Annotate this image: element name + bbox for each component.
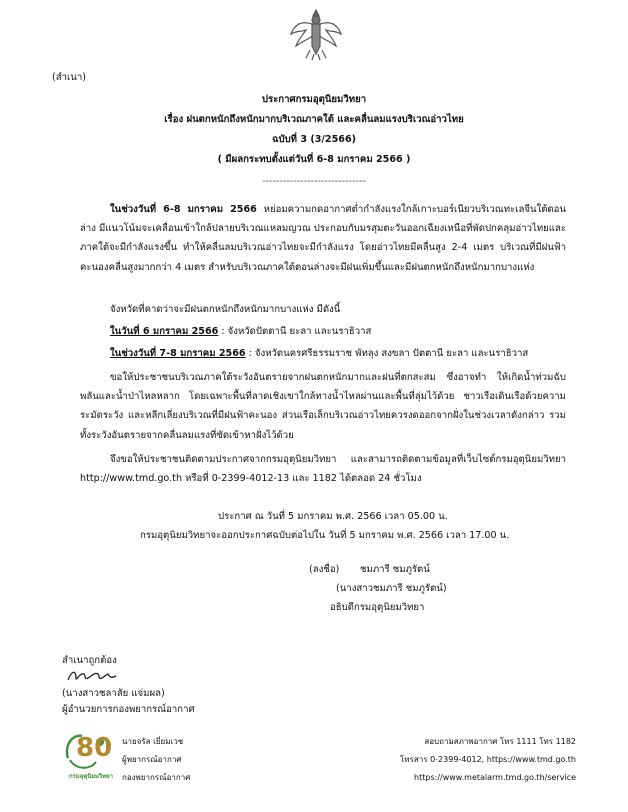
subject-line: เรื่อง ฝนตกหนักถึงหนักมากบริเวณภาคใต้ และคลื่นลมแรงบริเวณอ่าวไทย bbox=[164, 114, 464, 125]
signed-label: (ลงชื่อ) bbox=[309, 564, 340, 575]
forecast-day-2 bbox=[110, 344, 528, 363]
footer-division: กองพยากรณ์อากาศ bbox=[122, 773, 191, 782]
paragraph-situation-lead: ในช่วงวันที่ 6-8 มกราคม 2566 bbox=[110, 204, 257, 215]
forecast-day-1 bbox=[110, 322, 371, 341]
signer-full-name: (นางสาวชมภารี ชมภูรัตน์) bbox=[336, 583, 447, 594]
tmd-80-logo bbox=[62, 728, 118, 788]
garuda-emblem-icon bbox=[288, 6, 344, 62]
footer-metalarm-link: https://www.metalarm.tmd.go.th/service bbox=[414, 773, 576, 782]
certified-copy-label: สำเนาถูกต้อง bbox=[62, 655, 117, 666]
paragraph-situation-text: หย่อมความกดอากาศต่ำกำลังแรงใกล้เกาะบอร์เนียวบริเวณทะเลจีนใต้ตอนล่าง มีแนวโน้มจะเคลื่อนเข้าใกล้ปลายบริเวณแหลมญวณ ประกอบกับมรสุมตะวันออกเฉียงเหนือที่พัดปกคลุมอ่าวไทยและภาคใต้จะมีกำลังแรงขึ้น ทำให้คลื่นลมบริเวณอ่าวไทยจะมีกำลังแรง โดยอ่าวไทยมีคลื่นสูง 2-4 เมตร บริเวณที่มีฝนฟ้าคะนองคลื่นสูงมากกว่า 4 เมตร สำหรับบริเวณภาคใต้ตอนล่างจะมีฝนเพิ่มขึ้นและมีฝนตกหนักถึงหนักมากบางแห่ง bbox=[80, 204, 566, 273]
next-announcement: กรมอุตุนิยมวิทยาจะออกประกาศฉบับต่อไปใน วันที่ 5 มกราคม พ.ศ. 2566 เวลา 17.00 น. bbox=[140, 530, 510, 541]
logo-text: กรมอุตุนิยมวิทยา bbox=[68, 773, 114, 780]
footer-weather-hotline: สอบถามสภาพอากาศ โทร 1111 โทร 1182 bbox=[424, 737, 576, 746]
announcement-title: ประกาศกรมอุตุนิยมวิทยา bbox=[261, 94, 367, 105]
paragraph-warning: ขอให้ประชาชนบริเวณภาคใต้ระวังอันตรายจากฝนตกหนักมากและฝนที่ตกสะสม ซึ่งอาจทำ ให้เกิดน้ำท่วมฉับพลันและน้ำป่าไหลหลาก โดยเฉพาะพื้นที่ลาดเชิงเขาใกล้ทางน้ำไหลผ่านและพื้นที่ลุ่มไว้ด้วย ชาวเรือเดินเรือด้วยความระมัดระวัง และหลีกเลี่ยงบริเวณที่มีฝนฟ้าคะนอง ส่วนเรือเล็กบริเวณอ่าวไทยควรงดออกจากฝั่งในช่วงเวลาดังกล่าว รวมทั้งระวังอันตรายจากคลื่นลมแรงที่ซัดเข้าหาฝั่งไว้ด้วย bbox=[80, 372, 566, 441]
footer-forecaster-title: ผู้พยากรณ์อากาศ bbox=[122, 755, 182, 764]
paragraph-situation bbox=[80, 200, 566, 277]
certifier-position: ผู้อำนวยการกองพยากรณ์อากาศ bbox=[62, 704, 195, 715]
footer-forecaster-name: นายจรัล เยี่ยมเวช bbox=[122, 737, 184, 746]
copy-label: (สำเนา) bbox=[52, 72, 86, 83]
certifier-name: (นางสาวชลาลัย แจ่มผล) bbox=[62, 688, 165, 699]
signer-position: อธิบดีกรมอุตุนิยมวิทยา bbox=[330, 602, 425, 613]
forecast-day-1-provinces: : จังหวัดปัตตานี ยะลา และนราธิวาส bbox=[218, 326, 372, 337]
footer-fax-website: โทรสาร 0-2399-4012, https://www.tmd.go.th bbox=[400, 755, 576, 764]
paragraph-followup: จึงขอให้ประชาชนติดตามประกาศจากกรมอุตุนิยมวิทยา และสามารถติดตามข้อมูลที่เว็บไซต์กรมอุตุนิยมวิทยา http://www.tmd.go.th หรือที่ 0-2399-4012-13 และ 1182 ได้ตลอด 24 ชั่วโมง bbox=[80, 454, 566, 485]
separator: ------------------------------ bbox=[262, 176, 366, 187]
logo-number: 80 bbox=[76, 733, 113, 763]
forecast-day-2-provinces: : จังหวัดนครศรีธรรมราช พัทลุง สงขลา ปัตตานี ยะลา และนราธิวาส bbox=[245, 348, 529, 359]
effective-dates: ( มีผลกระทบตั้งแต่วันที่ 6-8 มกราคม 2566 ) bbox=[217, 154, 411, 165]
forecast-day-2-date: ในช่วงวันที่ 7-8 มกราคม 2566 bbox=[110, 348, 246, 359]
handwritten-signature-icon bbox=[64, 666, 120, 686]
forecast-day-1-date: ในวันที่ 6 มกราคม 2566 bbox=[110, 326, 219, 337]
signed-name: ชมภารี ชมภูรัตน์ bbox=[360, 564, 430, 575]
provinces-intro: จังหวัดที่คาดว่าจะมีฝนตกหนักถึงหนักมากบางแห่ง มีดังนี้ bbox=[110, 304, 341, 315]
announce-date: ประกาศ ณ วันที่ 5 มกราคม พ.ศ. 2566 เวลา 05.00 น. bbox=[218, 511, 448, 522]
issue-number: ฉบับที่ 3 (3/2566) bbox=[271, 134, 357, 145]
